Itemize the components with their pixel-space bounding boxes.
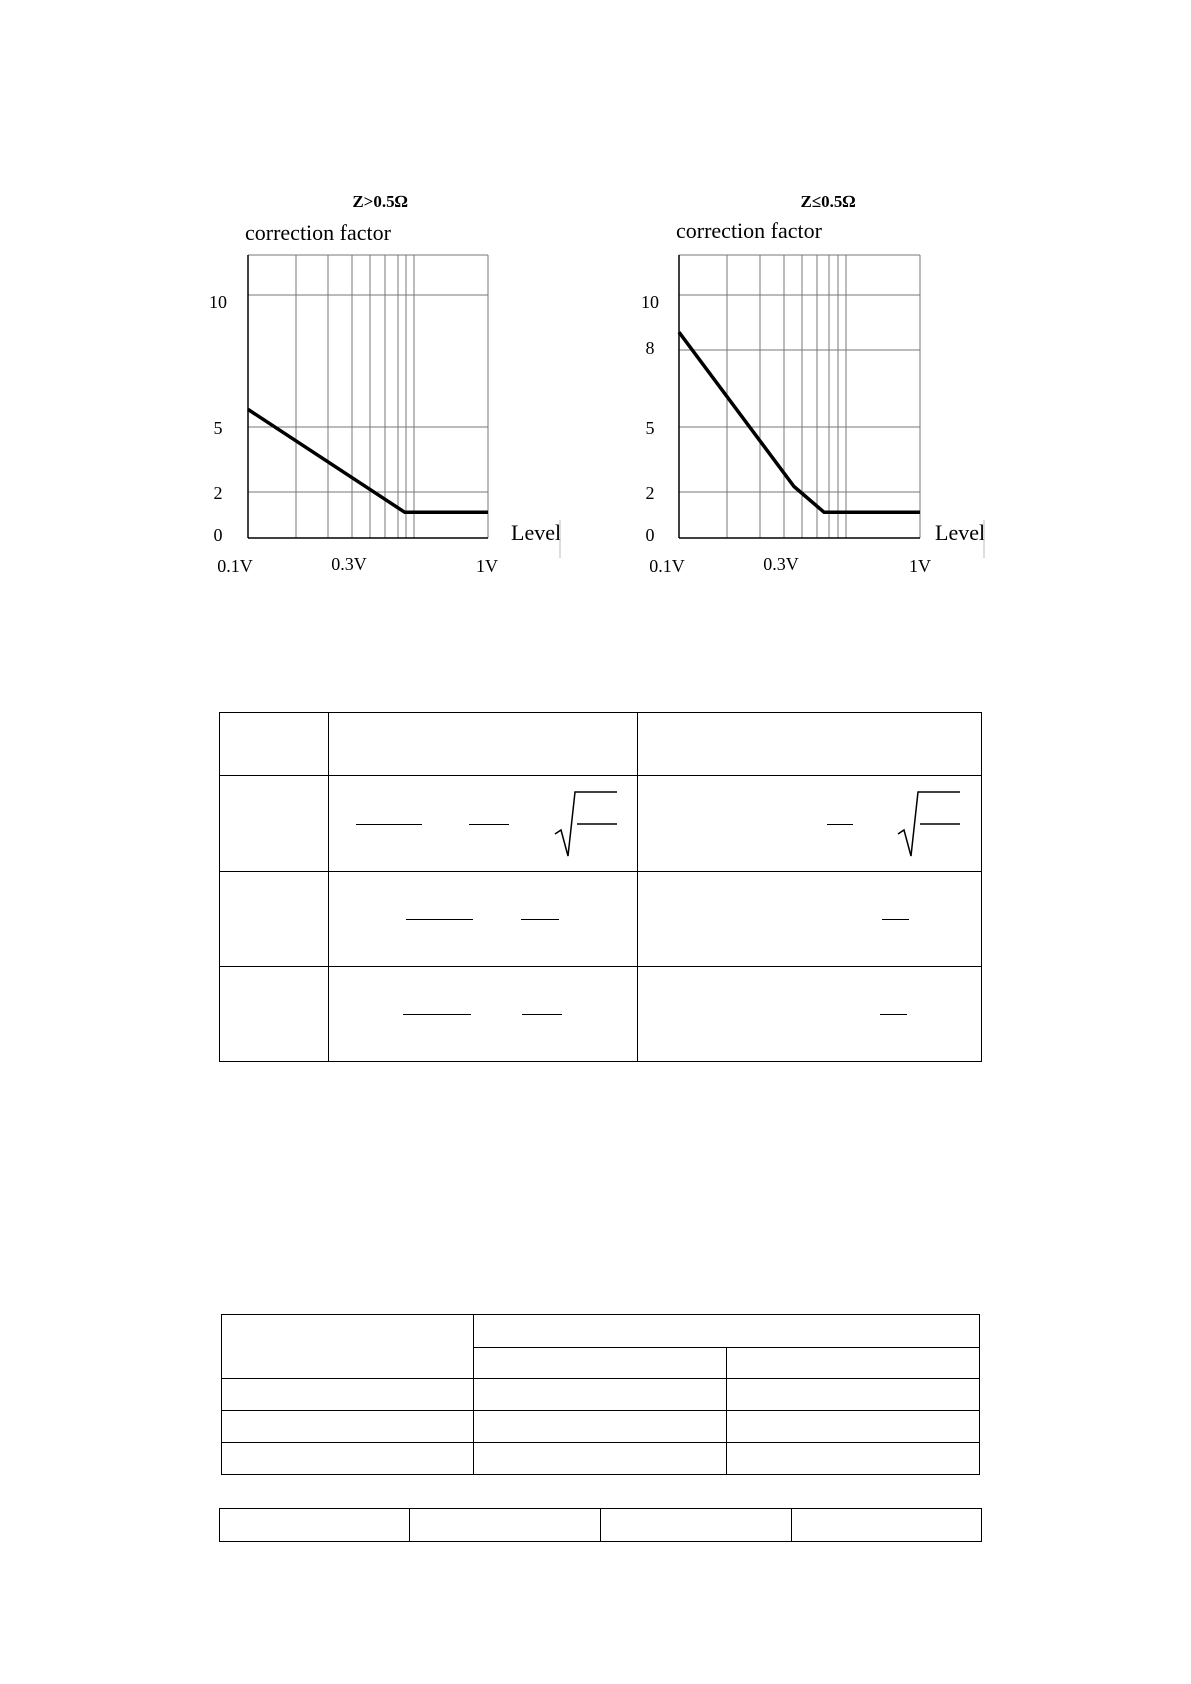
series-line [679,332,920,512]
table-row [220,872,982,967]
table-row [220,713,982,776]
y-tick-label: 2 [213,483,223,503]
x-tick-label: 1V [476,556,498,576]
x-tick-label: 0.1V [217,556,253,576]
table-cell [220,872,329,967]
table-cell [727,1411,980,1443]
x-tick-label: 0.1V [649,556,685,576]
x-axis-label: Level [511,520,562,545]
fraction-bar [406,919,473,920]
table-cell [638,872,982,967]
chart-title: Z≤0.5Ω [800,192,856,211]
y-tick-label: 10 [641,292,659,312]
chart-title: Z>0.5Ω [352,192,408,211]
x-tick-label: 0.3V [331,554,367,574]
x-tick-label: 0.3V [763,554,799,574]
y-tick-label: 0 [645,525,655,545]
y-tick-label: 5 [645,418,655,438]
table-cell [638,713,982,776]
table-cell [638,967,982,1062]
table-cell [474,1348,727,1379]
table-row [222,1411,980,1443]
grid-lines [679,255,920,538]
y-axis-label: correction factor [245,220,391,245]
specification-table [221,1314,980,1475]
y-tick-label: 0 [213,525,223,545]
x-axis-label: Level [935,520,986,545]
table-cell [220,713,329,776]
x-tick-label: 1V [909,556,931,576]
square-root-symbol [553,790,619,860]
table-cell [222,1443,474,1475]
table-cell [329,967,638,1062]
y-axis-label: correction factor [676,218,822,243]
fraction-bar [880,1014,907,1015]
table-row [220,967,982,1062]
fraction-bar [522,1014,562,1015]
fraction-bar [827,824,853,825]
y-tick-label: 8 [645,338,655,358]
fraction-bar [469,824,509,825]
table-row [222,1379,980,1411]
table-row [222,1315,980,1348]
square-root-symbol [896,790,962,860]
correction-factor-chart-low-impedance [0,0,1191,600]
table-cell [222,1315,474,1379]
table-cell [329,872,638,967]
table-cell [222,1379,474,1411]
fraction-bar [356,824,422,825]
table-cell [727,1443,980,1475]
table-cell [474,1443,727,1475]
fraction-bar [521,919,559,920]
table-cell [329,776,638,872]
table-cell [474,1315,980,1348]
y-tick-label: 10 [209,292,227,312]
table-cell [727,1348,980,1379]
table-row [222,1443,980,1475]
table-row [220,1509,982,1542]
summary-table [219,1508,982,1542]
table-cell [220,1509,410,1542]
table-cell [410,1509,601,1542]
fraction-bar [882,919,909,920]
table-cell [329,713,638,776]
table-cell [220,967,329,1062]
table-row [220,776,982,872]
table-cell [638,776,982,872]
y-tick-label: 5 [213,418,223,438]
table-cell [474,1379,727,1411]
table-cell [220,776,329,872]
table-cell [474,1411,727,1443]
y-tick-label: 2 [645,483,655,503]
table-cell [222,1411,474,1443]
table-cell [601,1509,792,1542]
table-cell [792,1509,982,1542]
formula-table [219,712,982,1062]
table-cell [727,1379,980,1411]
fraction-bar [403,1014,471,1015]
